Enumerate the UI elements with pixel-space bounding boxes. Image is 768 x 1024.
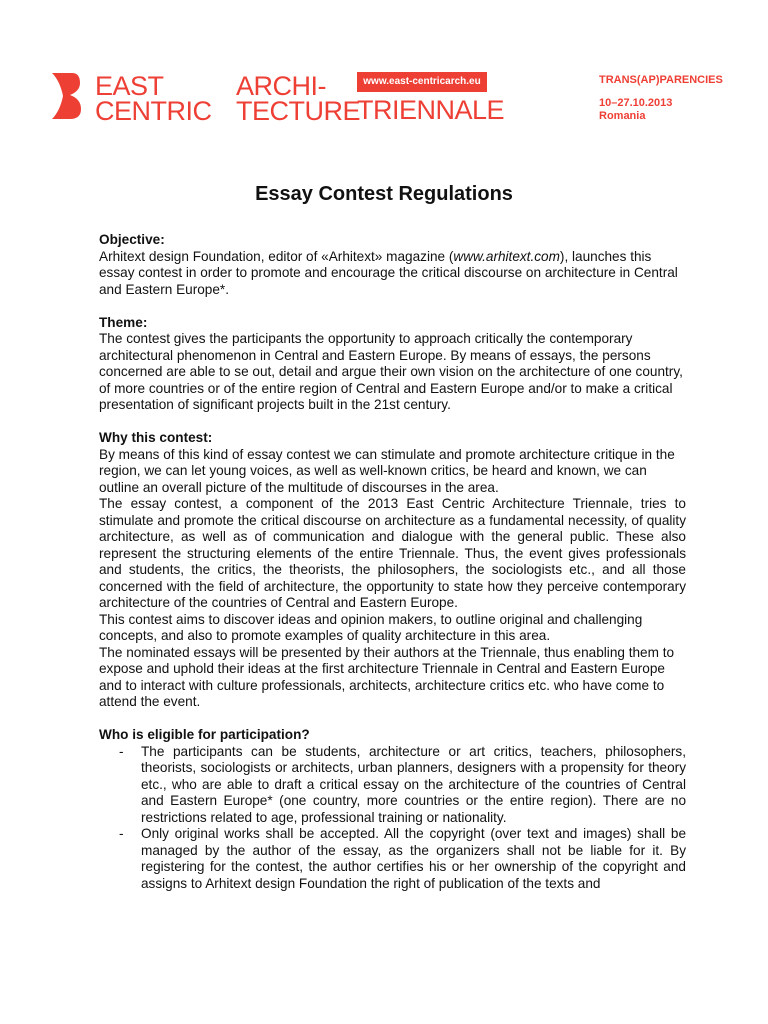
why-paragraph-2: The essay contest, a component of the 2013 East Centric Architecture Triennale, tries to stimulate and promote the critical discourse on architecture as a fundamental necessity, of quality architecture, as well as of communication and dialogue with the general public. These also represent the structuring elements of the entire Triennale. Thus, the event gives professionals and students, the critics, the theorists, the philosophers, the sociologists etc., and all those concerned with the field of architecture, the opportunity to state how they perceive contemporary architecture of the countries of Central and Eastern Europe. [99,496,686,610]
event-info [599,74,723,123]
section-title-objective: Objective: [99,232,165,247]
theme-paragraph: The contest gives the participants the opportunity to approach critically the contemporary architectural phenomenon in Central and Eastern Europe. By means of essays, the persons concerned are able to se out, detail and argue their own vision on the architecture of one country, of more countries or of the entire region of Central and Eastern Europe and/or to make a critical presentation of significant projects built in the 21st century. [99,331,683,412]
arhitext-website-link[interactable]: www.arhitext.com [453,248,560,264]
document-body [99,232,686,892]
section-title-eligibility: Who is eligible for participation? [99,727,310,742]
eligibility-list [99,744,686,893]
brand-architecture: ARCHI- TECTURE [236,71,360,126]
brand-triennale: TRIENNALE [357,95,505,125]
document-title: Essay Contest Regulations [255,183,513,205]
section-title-why: Why this contest: [99,430,213,445]
event-country: Romania [599,110,646,122]
brand-east-centric: EAST CENTRIC [95,71,212,126]
why-paragraph-3: This contest aims to discover ideas and opinion makers, to outline original and challenging concepts, and also to promote examples of quality architecture in this area. [99,611,643,643]
list-item [99,744,686,827]
list-item [99,826,686,892]
objective-paragraph [99,249,686,299]
red-number-3-mark-icon [50,71,82,121]
section-title-theme: Theme: [99,314,148,330]
list-item-text: Only original works shall be accepted. All the copyright (over text and images) shall be managed by the author of the essay, as the organizers shall not be liable for it. By registering for the contest, the author certifies his or her ownership of the copyright and assigns to Arhitext design Foundation the right of publication of the texts and [141,826,686,891]
list-item-text: The participants can be students, architecture or art critics, teachers, philosophers, theorists, sociologists or architects, urban planners, designers with a propensity for theory etc., who are able to draft a critical essay on the architecture of the countries of Central and Eastern Europe* (one country, more countries or the entire region). There are no restrictions related to age, professional training or nationality. [141,743,686,825]
event-name: TRANS(AP)PARENCIES [599,74,723,86]
bullet-dash: - [119,826,124,841]
page-header [0,0,768,150]
objective-text-before: Arhitext design Foundation, editor of «Arhitext» magazine ( [99,248,454,264]
website-url-link[interactable]: www.east-centricarch.eu [357,72,487,92]
why-paragraph-4: The nominated essays will be presented by their authors at the Triennale, thus enabling them to expose and uphold their ideas at the first architecture Triennale in Central and Eastern Europe and to interact with culture professionals, architects, architecture critics etc. who have come to attend the event. [99,644,675,709]
objective-text-after: ), launches this essay contest in order to promote and encourage the critical discourse on architecture in Central and Eastern Europe*. [99,248,678,297]
bullet-dash: - [119,743,124,759]
event-dates: 10–27.10.2013 [599,97,673,109]
why-paragraph-1: By means of this kind of essay contest we can stimulate and promote architecture critique in the region, we can let young voices, as well as well-known critics, be heard and known, we can outline an overall picture of the multitude of discourses in the area. [99,446,675,495]
